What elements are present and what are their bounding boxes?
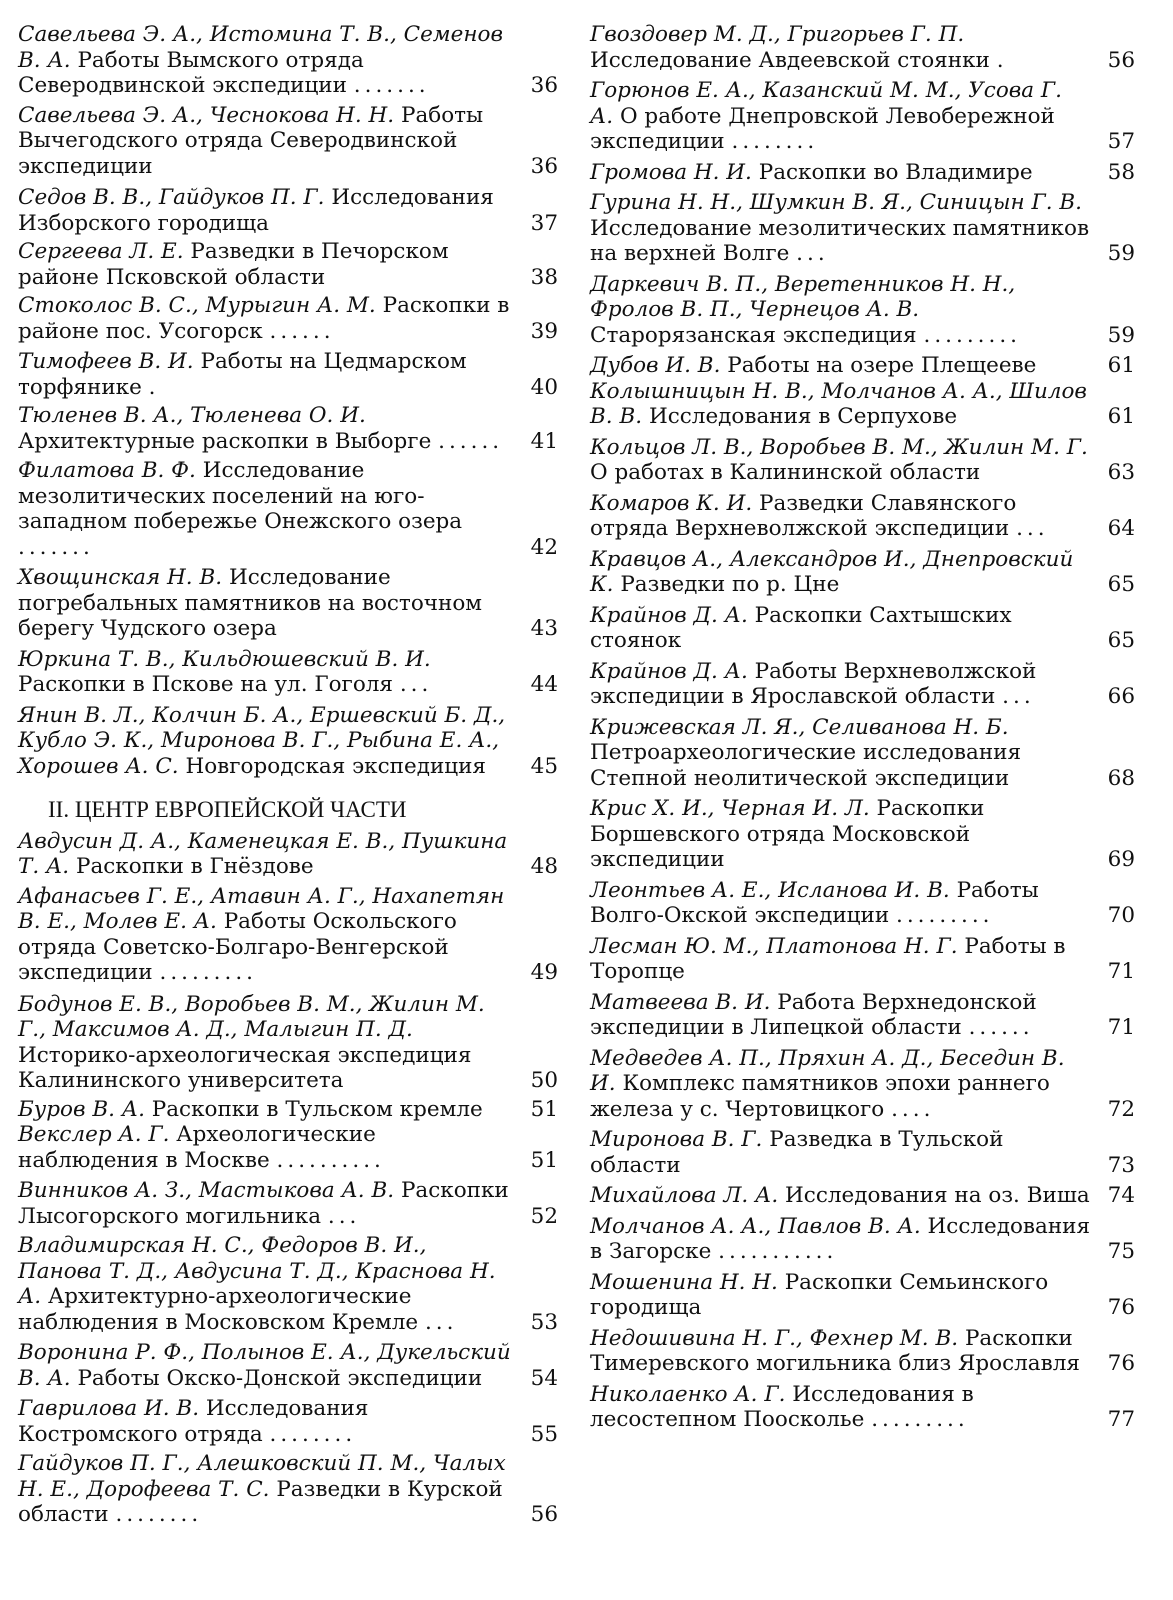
entry-title: Исследование мезолитических памятников на верхней Волге: [590, 215, 1090, 266]
dot-leader: ...: [424, 1309, 458, 1335]
dot-leader: ...: [399, 672, 433, 697]
entry-title: Раскопки Сахтышских стоянок: [590, 602, 1012, 653]
entry-authors: Недошивина Н. Г., Фехнер М. В.: [590, 1325, 959, 1351]
index-entry: [590, 190, 1135, 267]
page-number: 74: [1107, 1183, 1135, 1208]
dot-leader: ......: [269, 318, 335, 344]
entry-authors: Гайдуков П. Г., Алешковский П. М., Чалых Н. Е., Дорофеева Т. С.: [18, 1451, 506, 1502]
entry-title: Историко-археологическая экспедиция Калининского университета: [18, 1042, 472, 1093]
entry-authors: Леонтьев А. Е., Исланова И. В.: [590, 877, 950, 903]
dot-leader: ...: [327, 1203, 361, 1229]
entry-title: Исследование погребальных памятников на восточном берегу Чудского озера: [18, 565, 482, 641]
entry-authors: Кольцов Л. В., Воробьев В. М., Жилин М. Г.: [590, 434, 1088, 460]
index-entry: [18, 1178, 558, 1229]
index-entry: [18, 239, 558, 290]
entry-authors: Миронова В. Г.: [590, 1127, 763, 1152]
entry-title: Раскопки во Владимире: [758, 159, 1033, 185]
page-number: 65: [1107, 572, 1135, 597]
entry-authors: Савельева Э. А., Истомина Т. В., Семенов В. А.: [18, 22, 503, 73]
entry-title: Работы Верхневолжской экспедиции в Ярославской области: [590, 658, 1037, 709]
index-entry: [590, 1270, 1135, 1321]
entry-title: Исследования Изборского городища: [18, 185, 494, 236]
page-number: 64: [1107, 516, 1135, 541]
page-number: 42: [530, 534, 558, 560]
entry-authors: Крайнов Д. А.: [590, 658, 748, 684]
entry-authors: Тимофеев В. И.: [18, 349, 194, 374]
entry-authors: Кравцов А., Александров И., Днепровский К.: [590, 546, 1074, 597]
page-number: 68: [1107, 765, 1135, 791]
entry-title: Исследования Костромского отряда: [18, 1396, 369, 1447]
entry-authors: Тюленев В. А., Тюленева О. И.: [18, 403, 366, 428]
entry-authors: Мошенина Н. Н.: [590, 1269, 778, 1295]
index-entry: [590, 878, 1135, 929]
index-entry: [18, 403, 558, 454]
entry-title: Работы на озере Плещееве: [727, 353, 1037, 378]
left-column: [18, 22, 558, 1528]
entry-title: Раскопки Семьинского городища: [590, 1269, 1049, 1320]
entry-authors: Афанасьев Г. Е., Атавин А. Г., Нахапетян В. Е., Молев Е. А.: [18, 883, 505, 934]
index-entry: [590, 1046, 1135, 1123]
entry-title: Работы Оскольского отряда Советско-Болгаро-Венгерской экспедиции: [18, 909, 457, 985]
index-entry: [18, 1122, 558, 1173]
entry-authors: Филатова В. Ф.: [18, 458, 196, 483]
entry-authors: Крис Х. И., Черная И. Л.: [590, 796, 870, 821]
index-entry: [590, 491, 1135, 542]
dot-leader: ....: [891, 1096, 935, 1122]
page-number: 61: [1107, 353, 1135, 378]
index-entry: [590, 353, 1135, 379]
entry-authors: Николаенко А. Г.: [590, 1381, 786, 1407]
dot-leader: .........: [159, 960, 257, 985]
index-entry: [18, 458, 558, 560]
index-entry: [18, 293, 558, 344]
page-number: 50: [530, 1068, 558, 1093]
entry-authors: Горюнов Е. А., Казанский М. М., Усова Г. А.: [590, 78, 1063, 129]
page-number: 55: [530, 1421, 558, 1447]
index-entry: [18, 22, 558, 99]
page-number: 53: [530, 1309, 558, 1335]
entry-title: Археологические наблюдения в Москве: [18, 1122, 376, 1173]
page-number: 49: [530, 960, 558, 985]
index-entry: [18, 1097, 558, 1123]
page-number: 39: [530, 318, 558, 344]
entry-authors: Крайнов Д. А.: [590, 602, 748, 628]
entry-title: Раскопки в районе пос. Усогорск: [18, 293, 510, 344]
entry-authors: Янин В. Л., Колчин Б. А., Ершевский Б. Д., Кубло Э. К., Миронова В. Г., Рыбина Е. А., Хорошев А. С.: [18, 702, 506, 779]
dot-leader: .........: [923, 322, 1021, 348]
dot-leader: .........: [896, 903, 994, 928]
page-number: 57: [1107, 129, 1135, 154]
index-entry: [18, 1451, 558, 1528]
entry-title: Работы Вымского отряда Северодвинской экспедиции: [18, 47, 364, 98]
entry-title: Работы Окско-Донской экспедиции: [77, 1365, 483, 1391]
entry-authors: Владимирская Н. С., Федоров В. И., Панова Т. Д., Авдусина Т. Д., Краснова Н. А.: [18, 1233, 496, 1309]
entry-title: Архитектурные раскопки в Выборге: [18, 428, 432, 454]
index-entry: [18, 703, 558, 780]
entry-title: Раскопки Лысогорского могильника: [18, 1178, 509, 1229]
entry-authors: Лесман Ю. М., Платонова Н. Г.: [590, 933, 958, 959]
index-entry: [590, 990, 1135, 1041]
entry-title: Работы Вычегодского отряда Северодвинской экспедиции: [18, 102, 484, 179]
entry-title: Разведки по р. Цне: [620, 572, 840, 597]
entry-authors: Стоколос В. С., Мурыгин А. М.: [18, 293, 376, 318]
page-number: 56: [1107, 47, 1135, 73]
index-entry: [18, 1233, 558, 1335]
entry-authors: Молчанов А. А., Павлов В. А.: [590, 1213, 921, 1239]
dot-leader: ..........: [276, 1147, 385, 1173]
index-entry: [590, 659, 1135, 710]
entry-title: Раскопки в Пскове на ул. Гоголя: [18, 672, 393, 697]
page-number: 40: [530, 374, 558, 400]
entry-title: Старорязанская экспедиция: [590, 322, 917, 348]
entry-title: Разведка в Тульской области: [590, 1127, 1004, 1178]
index-entry: [18, 185, 558, 236]
entry-authors: Матвеева В. И.: [590, 989, 771, 1015]
index-entry: [18, 647, 558, 698]
entry-authors: Векслер А. Г.: [18, 1122, 170, 1147]
entry-title: Новгородская экспедиция: [185, 753, 486, 779]
page-number: 43: [530, 616, 558, 641]
entry-authors: Дубов И. В.: [590, 353, 721, 378]
entry-title: Исследования в лесостепном Поосколье: [590, 1381, 974, 1432]
index-entry: [18, 829, 558, 880]
entry-authors: Комаров К. И.: [590, 490, 753, 516]
entry-authors: Воронина Р. Ф., Полынов Е. А., Дукельский В. А.: [18, 1340, 511, 1391]
entry-title: Исследования в Серпухове: [648, 404, 958, 429]
dot-leader: ........: [115, 1502, 203, 1527]
page-number: 65: [1107, 628, 1135, 653]
page-number: 37: [530, 210, 558, 236]
page-number: 36: [530, 73, 558, 98]
index-entry: [18, 565, 558, 642]
index-entry: [590, 1326, 1135, 1377]
page-number: 76: [1107, 1295, 1135, 1320]
page-number: 45: [530, 753, 558, 779]
dot-leader: .......: [353, 73, 430, 98]
entry-title: Работы Волго-Окской экспедиции: [590, 877, 1039, 928]
index-entry: [590, 715, 1135, 792]
index-entry: [590, 934, 1135, 985]
entry-title: Работы на Цедмарском торфянике: [18, 349, 467, 400]
entry-title: Петроархеологические исследования Степной неолитической экспедиции: [590, 740, 1022, 791]
page-number: 48: [530, 854, 558, 879]
entry-authors: Бодунов Е. В., Воробьев В. М., Жилин М. Г., Максимов А. Д., Малыгин П. Д.: [18, 991, 485, 1042]
index-entry: [18, 349, 558, 400]
index-entry: [590, 272, 1135, 349]
entry-title: Работы в Торопце: [590, 933, 1066, 984]
entry-title: Раскопки Боршевского отряда Московской экспедиции: [590, 796, 985, 872]
entry-title: Раскопки Тимеревского могильника близ Ярославля: [590, 1325, 1080, 1376]
index-entry: [590, 1214, 1135, 1265]
index-entry: [590, 22, 1135, 73]
page-number: 36: [530, 153, 558, 179]
index-entry: [590, 379, 1135, 430]
entry-title: Исследование Авдеевской стоянки: [590, 47, 990, 73]
entry-title: Разведки в Печорском районе Псковской области: [18, 239, 449, 290]
dot-leader: ........: [269, 1421, 357, 1447]
page-number: 51: [530, 1147, 558, 1173]
page-number: 66: [1107, 684, 1135, 709]
page-number: 75: [1107, 1239, 1135, 1264]
index-entry: [18, 1396, 558, 1447]
entry-authors: Гаврилова И. В.: [18, 1396, 200, 1421]
dot-leader: .......: [18, 534, 94, 560]
page-number: 73: [1107, 1152, 1135, 1178]
entry-title: Раскопки в Тульском кремле: [151, 1096, 483, 1122]
page-number: 44: [530, 672, 558, 697]
dot-leader: ...: [1016, 516, 1049, 541]
dot-leader: ...........: [718, 1239, 838, 1264]
entry-title: Исследования в Загорске: [590, 1213, 1091, 1264]
entry-title: Разведки Славянского отряда Верхневолжской экспедиции: [590, 490, 1017, 541]
dot-leader: ...: [1002, 684, 1035, 709]
index-entry: [590, 1127, 1135, 1178]
page-number: 77: [1107, 1407, 1135, 1432]
index-entry: [590, 160, 1135, 186]
page-number: 63: [1107, 460, 1135, 485]
page-number: 72: [1107, 1096, 1135, 1122]
page-number: 70: [1107, 903, 1135, 928]
entry-title: О работе Днепровской Левобережной экспедиции: [590, 103, 1055, 154]
page-number: 52: [530, 1203, 558, 1229]
entry-title: Исследования на оз. Виша: [785, 1183, 1090, 1208]
dot-leader: .: [996, 47, 1008, 73]
dot-leader: .........: [871, 1407, 969, 1432]
entry-authors: Седов В. В., Гайдуков П. Г.: [18, 185, 325, 210]
index-entry: [590, 435, 1135, 486]
dot-leader: ........: [731, 129, 819, 154]
entry-title: Архитектурно-археологические наблюдения в Московском Кремле: [18, 1284, 419, 1335]
index-entry: [590, 1183, 1135, 1209]
dot-leader: ...: [796, 241, 829, 266]
dot-leader: ......: [438, 428, 504, 454]
entry-authors: Хвощинская Н. В.: [18, 565, 223, 590]
page-number: 54: [530, 1365, 558, 1391]
index-entry: [18, 1340, 558, 1391]
index-entry: [590, 78, 1135, 155]
entry-authors: Даркевич В. П., Веретенников Н. Н., Фролов В. П., Чернецов А. В.: [590, 271, 1016, 322]
index-entry: [18, 992, 558, 1094]
page-number: 71: [1107, 959, 1135, 984]
right-column: [590, 22, 1135, 1433]
entry-authors: Колышницын Н. В., Молчанов А. А., Шилов В. В.: [590, 378, 1087, 429]
entry-title: Разведки в Курской области: [18, 1476, 503, 1527]
entry-title: О работах в Калининской области: [590, 460, 981, 485]
entry-authors: Гвоздовер М. Д., Григорьев Г. П.: [590, 22, 965, 47]
page-number: 58: [1107, 159, 1135, 185]
page-number: 41: [530, 428, 558, 454]
page-number: 61: [1107, 404, 1135, 429]
index-entry: [590, 796, 1135, 873]
dot-leader: ......: [968, 1015, 1034, 1040]
page-number: 69: [1107, 847, 1135, 872]
page-number: 56: [530, 1502, 558, 1527]
page-number: 59: [1107, 322, 1135, 348]
entry-authors: Крижевская Л. Я., Селиванова Н. Б.: [590, 714, 1009, 740]
index-entry: [590, 547, 1135, 598]
index-entry: [18, 884, 558, 986]
entry-authors: Винников А. З., Мастыкова А. В.: [18, 1178, 395, 1203]
entry-authors: Буров В. А.: [18, 1096, 145, 1122]
index-entry: [590, 1382, 1135, 1433]
entry-authors: Авдусин Д. А., Каменецкая Е. В., Пушкина Т. А.: [18, 828, 508, 879]
page-number: 76: [1107, 1351, 1135, 1376]
entry-authors: Савельева Э. А., Чеснокова Н. Н.: [18, 102, 395, 128]
page-number: 71: [1107, 1015, 1135, 1040]
entry-title: Раскопки в Гнёздове: [75, 854, 314, 879]
entry-authors: Гурина Н. Н., Шумкин В. Я., Синицын Г. В.: [590, 190, 1083, 215]
entry-authors: Сергеева Л. Е.: [18, 239, 184, 264]
entry-authors: Медведев А. П., Пряхин А. Д., Беседин В. И.: [590, 1045, 1065, 1096]
entry-title: Работа Верхнедонской экспедиции в Липецкой области: [590, 989, 1037, 1040]
dot-leader: .: [148, 374, 160, 400]
entry-title: Комплекс памятников эпохи раннего железа у с. Чертовицкого: [590, 1071, 1050, 1122]
index-entry: [590, 603, 1135, 654]
page-number: 59: [1107, 241, 1135, 266]
section-heading: II. ЦЕНТР ЕВРОПЕЙСКОЙ ЧАСТИ: [48, 797, 407, 822]
index-entry: [18, 103, 558, 180]
page-number: 51: [530, 1096, 558, 1122]
entry-authors: Михайлова Л. А.: [590, 1183, 779, 1208]
entry-authors: Юркина Т. В., Кильдюшевский В. И.: [18, 646, 431, 672]
entry-authors: Громова Н. И.: [590, 159, 752, 185]
entry-title: Исследование мезолитических поселений на юго-западном побережье Онежского озера: [18, 458, 463, 534]
page-number: 38: [530, 264, 558, 290]
